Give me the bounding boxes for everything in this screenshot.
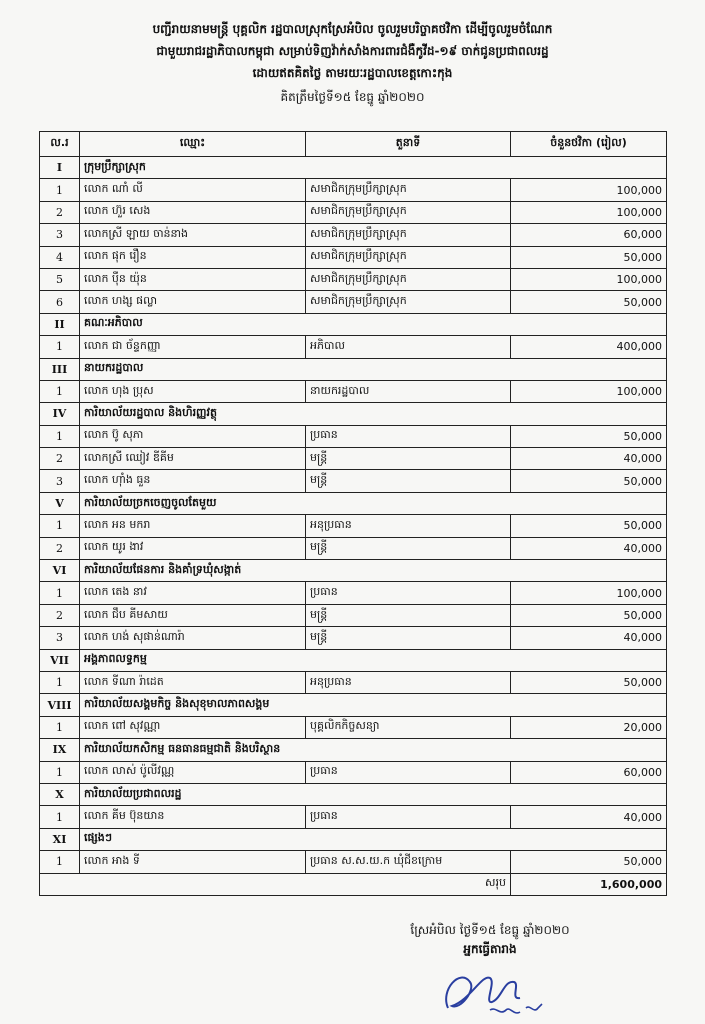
row-number: 2 — [40, 537, 80, 559]
section-row — [40, 694, 667, 716]
row-number: 1 — [40, 515, 80, 537]
row-number: 1 — [40, 425, 80, 447]
row-number: 2 — [40, 201, 80, 223]
person-position: សមាជិកក្រុមប្រឹក្សាស្រុក — [306, 246, 511, 268]
donation-amount: 100,000 — [511, 268, 667, 290]
row-number: 2 — [40, 604, 80, 626]
donation-amount: 60,000 — [511, 761, 667, 783]
section-number: X — [40, 783, 80, 805]
person-name: លោក យូរ ងាវ — [80, 537, 306, 559]
person-position: ប្រធាន — [306, 761, 511, 783]
row-number: 2 — [40, 448, 80, 470]
person-position: ប្រធាន — [306, 582, 511, 604]
person-position: ប្រធាន — [306, 425, 511, 447]
row-number: 3 — [40, 470, 80, 492]
document-title — [40, 18, 665, 108]
table-row — [40, 224, 667, 246]
header-name: ឈ្មោះ — [80, 132, 306, 157]
section-title: ការិយាល័យសង្គមកិច្ច និងសុខុមាលភាពសង្គម — [80, 694, 667, 716]
title-date: គិតត្រឹមថ្ងៃទី១៥ ខែធ្នូ ឆ្នាំ២០២០ — [280, 90, 425, 104]
person-name: លោក គីម ប៊ុនយាន — [80, 806, 306, 828]
donation-amount: 100,000 — [511, 582, 667, 604]
person-name: លោក ជា ច័ន្ទកញ្ញា — [80, 336, 306, 358]
section-number: V — [40, 492, 80, 514]
person-name: លោក ហង់ សុផាន់ណារ៉ា — [80, 627, 306, 649]
section-number: II — [40, 313, 80, 335]
person-position: មន្ត្រី — [306, 537, 511, 559]
donation-amount: 50,000 — [511, 604, 667, 626]
row-number: 1 — [40, 716, 80, 738]
person-name: លោក ប៊ូ សុភា — [80, 425, 306, 447]
section-number: IX — [40, 739, 80, 761]
section-title: ការិយាល័យរដ្ឋបាល និងហិរញ្ញវត្ថុ — [80, 403, 667, 425]
section-title: នាយករដ្ឋបាល — [80, 358, 667, 380]
donation-amount: 50,000 — [511, 851, 667, 873]
section-row — [40, 828, 667, 850]
section-row — [40, 649, 667, 671]
donation-table — [39, 131, 667, 896]
person-name: លោក ហុង ប្រុស — [80, 380, 306, 402]
person-position: មន្ត្រី — [306, 448, 511, 470]
person-position: នាយករដ្ឋបាល — [306, 380, 511, 402]
donation-amount: 100,000 — [511, 201, 667, 223]
row-number: 1 — [40, 806, 80, 828]
person-position: បុគ្គលិកកិច្ចសន្យា — [306, 716, 511, 738]
table-row — [40, 515, 667, 537]
row-number: 6 — [40, 291, 80, 313]
person-position: មន្ត្រី — [306, 604, 511, 626]
table-row — [40, 537, 667, 559]
person-name: លោក ហង្ស ផល្លា — [80, 291, 306, 313]
donation-amount: 20,000 — [511, 716, 667, 738]
donation-amount: 100,000 — [511, 179, 667, 201]
donation-amount: 40,000 — [511, 806, 667, 828]
row-number: 3 — [40, 627, 80, 649]
person-name: លោកស្រី ឈៀវ ឌីគីម — [80, 448, 306, 470]
section-title: ការិយាល័យកសិកម្ម ធនធានធម្មជាតិ និងបរិស្ថាន — [80, 739, 667, 761]
section-number: VI — [40, 560, 80, 582]
table-row — [40, 291, 667, 313]
footer — [380, 920, 600, 958]
header-no: ល.រ — [40, 132, 80, 157]
person-name: លោក អាង ទី — [80, 851, 306, 873]
section-number: IV — [40, 403, 80, 425]
donation-amount: 50,000 — [511, 470, 667, 492]
donation-amount: 50,000 — [511, 246, 667, 268]
person-position: សមាជិកក្រុមប្រឹក្សាស្រុក — [306, 179, 511, 201]
title-line-3: ដោយឥតគិតថ្លៃ តាមរយៈរដ្ឋបាលខេត្តកោះកុង — [252, 66, 453, 80]
person-position: អនុប្រធាន — [306, 671, 511, 693]
header-amount: ចំនួនថវិកា (រៀល) — [511, 132, 667, 157]
table-row — [40, 806, 667, 828]
section-title: ផ្សេងៗ — [80, 828, 667, 850]
person-name: លោក តេង នាវ — [80, 582, 306, 604]
person-position: ប្រធាន — [306, 806, 511, 828]
table-header-row — [40, 132, 667, 157]
footer-maker-label: អ្នកធ្វើតារាង — [463, 942, 517, 956]
section-number: VIII — [40, 694, 80, 716]
total-label: សរុប — [40, 873, 511, 895]
table-row — [40, 201, 667, 223]
row-number: 1 — [40, 671, 80, 693]
person-name: លោក លាស់ ប៉ូលីវណ្ណ — [80, 761, 306, 783]
row-number: 1 — [40, 761, 80, 783]
table-row — [40, 627, 667, 649]
donation-amount: 400,000 — [511, 336, 667, 358]
person-position: ប្រធាន ស.ស.យ.ក ឃុំជីខក្រោម — [306, 851, 511, 873]
person-name: លោកស្រី ឡាយ ចាន់នាង — [80, 224, 306, 246]
title-line-1: បញ្ជីរាយនាមមន្ត្រី បុគ្គលិក រដ្ឋបាលស្រុកស្រែអំបិល ចូលរួមបរិច្ចាគថវិកា ដើម្បីចូលរួមចំណែក — [152, 22, 553, 36]
person-name: លោក ទីណា រ៉ាដេត — [80, 671, 306, 693]
person-position: សមាជិកក្រុមប្រឹក្សាស្រុក — [306, 291, 511, 313]
signature — [430, 960, 590, 1020]
section-number: I — [40, 157, 80, 179]
person-position: មន្ត្រី — [306, 470, 511, 492]
section-title: ការិយាល័យប្រជាពលរដ្ឋ — [80, 783, 667, 805]
section-row — [40, 739, 667, 761]
table-row — [40, 179, 667, 201]
person-name: លោក ប៉ឺន យ៉ុន — [80, 268, 306, 290]
person-position: សមាជិកក្រុមប្រឹក្សាស្រុក — [306, 201, 511, 223]
person-name: លោក ផុក រឿន — [80, 246, 306, 268]
donation-amount: 100,000 — [511, 380, 667, 402]
section-number: XI — [40, 828, 80, 850]
table-row — [40, 761, 667, 783]
section-title: ការិយាល័យច្រកចេញចូលតែមួយ — [80, 492, 667, 514]
table-row — [40, 380, 667, 402]
row-number: 1 — [40, 179, 80, 201]
row-number: 5 — [40, 268, 80, 290]
section-title: អង្គភាពលទ្ធកម្ម — [80, 649, 667, 671]
section-number: III — [40, 358, 80, 380]
donation-amount: 40,000 — [511, 537, 667, 559]
section-row — [40, 157, 667, 179]
table-row — [40, 716, 667, 738]
person-position: អភិបាល — [306, 336, 511, 358]
section-title: គណៈអភិបាល — [80, 313, 667, 335]
table-row — [40, 604, 667, 626]
person-name: លោក ណាំ លី — [80, 179, 306, 201]
table-row — [40, 851, 667, 873]
section-title: ការិយាល័យផែនការ និងគាំទ្រឃុំសង្កាត់ — [80, 560, 667, 582]
donation-amount: 40,000 — [511, 448, 667, 470]
row-number: 1 — [40, 582, 80, 604]
person-position: មន្ត្រី — [306, 627, 511, 649]
row-number: 3 — [40, 224, 80, 246]
person-name: លោក ជឹប គីមសាយ — [80, 604, 306, 626]
table-row — [40, 246, 667, 268]
table-row — [40, 425, 667, 447]
donation-amount: 50,000 — [511, 515, 667, 537]
section-row — [40, 783, 667, 805]
section-row — [40, 403, 667, 425]
total-row — [40, 873, 667, 895]
table-row — [40, 671, 667, 693]
section-title: ក្រុមប្រឹក្សាស្រុក — [80, 157, 667, 179]
footer-place-date: ស្រែអំបិល ថ្ងៃទី១៥ ខែធ្នូ ឆ្នាំ២០២០ — [410, 923, 570, 937]
row-number: 1 — [40, 336, 80, 358]
person-name: លោក ហ៊ួរ សេង — [80, 201, 306, 223]
section-number: VII — [40, 649, 80, 671]
table-row — [40, 582, 667, 604]
table-row — [40, 268, 667, 290]
table-row — [40, 448, 667, 470]
title-line-2: ជាមួយរាជរដ្ឋាភិបាលកម្ពុជា សម្រាប់ទិញវ៉ាក់សាំងការពារជំងឺកូវីដ-១៩ ចាក់ជូនប្រជាពលរដ្ឋ — [156, 44, 549, 58]
section-row — [40, 492, 667, 514]
row-number: 1 — [40, 851, 80, 873]
section-row — [40, 560, 667, 582]
row-number: 4 — [40, 246, 80, 268]
donation-amount: 40,000 — [511, 627, 667, 649]
donation-amount: 50,000 — [511, 425, 667, 447]
person-name: លោក ពៅ សុវណ្ណា — [80, 716, 306, 738]
person-position: សមាជិកក្រុមប្រឹក្សាស្រុក — [306, 268, 511, 290]
row-number: 1 — [40, 380, 80, 402]
total-amount: 1,600,000 — [511, 873, 667, 895]
person-position: សមាជិកក្រុមប្រឹក្សាស្រុក — [306, 224, 511, 246]
person-position: អនុប្រធាន — [306, 515, 511, 537]
table-body — [40, 157, 667, 896]
header-position: តួនាទី — [306, 132, 511, 157]
donation-amount: 60,000 — [511, 224, 667, 246]
section-row — [40, 358, 667, 380]
table-row — [40, 336, 667, 358]
section-row — [40, 313, 667, 335]
table-row — [40, 470, 667, 492]
person-name: លោក ហ៊ាំង ធួន — [80, 470, 306, 492]
donation-amount: 50,000 — [511, 291, 667, 313]
donation-amount: 50,000 — [511, 671, 667, 693]
person-name: លោក អន មករា — [80, 515, 306, 537]
